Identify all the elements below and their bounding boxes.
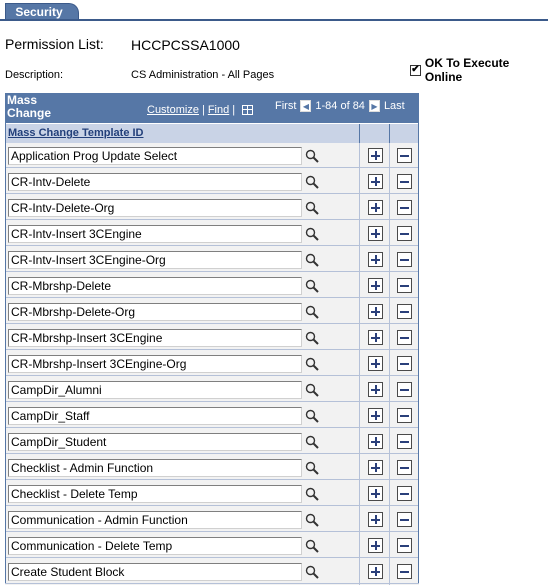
magnifier-icon[interactable]: [305, 149, 319, 163]
add-row-button[interactable]: [368, 304, 383, 319]
template-id-input[interactable]: Communication - Delete Temp: [8, 537, 302, 555]
row-divider: [359, 195, 360, 221]
row-divider: [359, 533, 360, 559]
magnifier-icon[interactable]: [305, 253, 319, 267]
template-id-input[interactable]: Communication - Admin Function: [8, 511, 302, 529]
delete-row-button[interactable]: [397, 304, 412, 319]
tab-security-label: Security: [15, 5, 63, 19]
table-row: [5, 507, 419, 533]
row-divider: [359, 299, 360, 325]
minus-icon: [400, 519, 409, 521]
template-id-input[interactable]: CR-Intv-Delete-Org: [8, 199, 302, 217]
row-divider: [5, 219, 419, 220]
magnifier-icon[interactable]: [305, 383, 319, 397]
table-row: [5, 429, 419, 455]
magnifier-icon[interactable]: [305, 357, 319, 371]
next-arrow-icon[interactable]: ▶: [369, 100, 380, 112]
row-divider: [389, 299, 390, 325]
grid-title-line2: Change: [7, 106, 52, 120]
mass-change-grid: [5, 93, 419, 585]
permission-list-label: Permission List:: [5, 36, 104, 52]
pager-first-label: First: [275, 100, 297, 112]
table-row: [5, 377, 419, 403]
checkmark-icon: ✔: [411, 64, 420, 75]
template-id-input[interactable]: Checklist - Delete Temp: [8, 485, 302, 503]
delete-row-button[interactable]: [397, 486, 412, 501]
row-divider: [5, 349, 419, 350]
plus-icon: [375, 177, 377, 186]
grid-tools: [147, 104, 253, 116]
row-divider: [359, 481, 360, 507]
add-row-button[interactable]: [368, 148, 383, 163]
row-divider: [389, 143, 390, 169]
row-divider: [5, 193, 419, 194]
row-divider: [5, 297, 419, 298]
row-divider: [359, 507, 360, 533]
row-divider: [389, 559, 390, 585]
magnifier-icon[interactable]: [305, 279, 319, 293]
magnifier-icon[interactable]: [305, 539, 319, 553]
magnifier-icon[interactable]: [305, 487, 319, 501]
row-divider: [389, 403, 390, 429]
table-row: [5, 247, 419, 273]
template-id-input[interactable]: CampDir_Staff: [8, 407, 302, 425]
magnifier-icon[interactable]: [305, 409, 319, 423]
table-row: [5, 299, 419, 325]
grid-rows: [5, 143, 419, 585]
template-id-input[interactable]: CR-Mbrshp-Delete: [8, 277, 302, 295]
add-row-button[interactable]: [368, 330, 383, 345]
pager-range: 1-84 of 84: [315, 100, 365, 112]
delete-row-button[interactable]: [397, 174, 412, 189]
row-divider: [359, 221, 360, 247]
add-row-button[interactable]: [368, 200, 383, 215]
plus-icon: [375, 463, 377, 472]
pager-last-label: Last: [383, 100, 405, 112]
row-divider: [5, 479, 419, 480]
minus-icon: [400, 311, 409, 313]
delete-row-button[interactable]: [397, 564, 412, 579]
delete-row-button[interactable]: [397, 226, 412, 241]
plus-icon: [375, 567, 377, 576]
row-divider: [389, 481, 390, 507]
row-divider: [5, 375, 419, 376]
grid-pager: [275, 100, 405, 112]
tools-separator: |: [201, 104, 205, 116]
column-divider: [359, 124, 360, 143]
plus-icon: [375, 151, 377, 160]
minus-icon: [400, 493, 409, 495]
ok-to-execute-online: [410, 56, 548, 84]
add-row-button[interactable]: [368, 434, 383, 449]
template-id-input[interactable]: Application Prog Update Select: [8, 147, 302, 165]
row-divider: [359, 247, 360, 273]
plus-icon: [375, 489, 377, 498]
add-row-button[interactable]: [368, 174, 383, 189]
delete-row-button[interactable]: [397, 356, 412, 371]
row-divider: [5, 271, 419, 272]
row-divider: [359, 377, 360, 403]
table-row: [5, 351, 419, 377]
template-id-input[interactable]: CR-Intv-Delete: [8, 173, 302, 191]
description-label: Description:: [5, 69, 64, 81]
row-divider: [5, 557, 419, 558]
row-divider: [5, 531, 419, 532]
plus-icon: [375, 515, 377, 524]
magnifier-icon[interactable]: [305, 201, 319, 215]
row-divider: [359, 143, 360, 169]
grid-title-line1: Mass: [7, 93, 38, 107]
row-divider: [389, 273, 390, 299]
row-divider: [389, 455, 390, 481]
add-row-button[interactable]: [368, 278, 383, 293]
row-divider: [389, 429, 390, 455]
plus-icon: [375, 411, 377, 420]
minus-icon: [400, 467, 409, 469]
table-row: [5, 533, 419, 559]
magnifier-icon[interactable]: [305, 565, 319, 579]
row-divider: [359, 455, 360, 481]
table-row: [5, 221, 419, 247]
column-header-template-id[interactable]: Mass Change Template ID: [8, 127, 144, 139]
magnifier-icon[interactable]: [305, 305, 319, 319]
column-divider: [389, 124, 390, 143]
magnifier-icon[interactable]: [305, 227, 319, 241]
plus-icon: [375, 385, 377, 394]
template-id-input[interactable]: Create Student Block: [8, 563, 302, 581]
row-divider: [359, 351, 360, 377]
row-divider: [389, 377, 390, 403]
ok-to-execute-label: OK To Execute Online: [424, 56, 510, 84]
grid-header: [5, 93, 419, 123]
table-row: [5, 455, 419, 481]
magnifier-icon[interactable]: [305, 331, 319, 345]
magnifier-icon[interactable]: [305, 435, 319, 449]
table-row: [5, 143, 419, 169]
row-divider: [389, 507, 390, 533]
magnifier-icon[interactable]: [305, 461, 319, 475]
tab-divider-shadow: [0, 20, 548, 21]
row-divider: [5, 505, 419, 506]
add-row-button[interactable]: [368, 252, 383, 267]
template-id-input[interactable]: CampDir_Alumni: [8, 381, 302, 399]
tools-separator-2: |: [232, 104, 236, 116]
customize-link[interactable]: Customize: [147, 104, 199, 116]
minus-icon: [400, 571, 409, 573]
row-divider: [5, 583, 419, 584]
add-row-button[interactable]: [368, 408, 383, 423]
table-row: [5, 195, 419, 221]
delete-row-button[interactable]: [397, 512, 412, 527]
table-row: [5, 559, 419, 585]
row-divider: [389, 247, 390, 273]
plus-icon: [375, 229, 377, 238]
row-divider: [389, 533, 390, 559]
delete-row-button[interactable]: [397, 330, 412, 345]
grid-title: [7, 94, 67, 120]
grid-icon[interactable]: [242, 105, 253, 115]
delete-row-button[interactable]: [397, 148, 412, 163]
table-row: [5, 169, 419, 195]
delete-row-button[interactable]: [397, 278, 412, 293]
minus-icon: [400, 415, 409, 417]
row-divider: [5, 245, 419, 246]
row-divider: [5, 167, 419, 168]
plus-icon: [375, 203, 377, 212]
template-id-input[interactable]: CR-Mbrshp-Insert 3CEngine-Org: [8, 355, 302, 373]
row-divider: [389, 169, 390, 195]
minus-icon: [400, 441, 409, 443]
template-id-input[interactable]: CR-Intv-Insert 3CEngine-Org: [8, 251, 302, 269]
magnifier-icon[interactable]: [305, 513, 319, 527]
plus-icon: [375, 359, 377, 368]
template-id-input[interactable]: Checklist - Admin Function: [8, 459, 302, 477]
add-row-button[interactable]: [368, 538, 383, 553]
minus-icon: [400, 181, 409, 183]
minus-icon: [400, 155, 409, 157]
delete-row-button[interactable]: [397, 200, 412, 215]
column-header-row: [5, 123, 419, 143]
plus-icon: [375, 333, 377, 342]
delete-row-button[interactable]: [397, 382, 412, 397]
plus-icon: [375, 307, 377, 316]
template-id-input[interactable]: CR-Mbrshp-Delete-Org: [8, 303, 302, 321]
ok-to-execute-checkbox[interactable]: [410, 65, 421, 76]
table-row: [5, 481, 419, 507]
magnifier-icon[interactable]: [305, 175, 319, 189]
delete-row-button[interactable]: [397, 434, 412, 449]
minus-icon: [400, 389, 409, 391]
row-divider: [359, 325, 360, 351]
row-divider: [389, 221, 390, 247]
add-row-button[interactable]: [368, 356, 383, 371]
delete-row-button[interactable]: [397, 252, 412, 267]
plus-icon: [375, 437, 377, 446]
row-divider: [389, 351, 390, 377]
plus-icon: [375, 255, 377, 264]
row-divider: [359, 429, 360, 455]
minus-icon: [400, 545, 409, 547]
tab-strip: [0, 0, 548, 21]
row-divider: [359, 403, 360, 429]
find-link[interactable]: Find: [207, 104, 230, 116]
description-value: CS Administration - All Pages: [131, 69, 275, 81]
delete-row-button[interactable]: [397, 408, 412, 423]
minus-icon: [400, 285, 409, 287]
template-id-input[interactable]: CampDir_Student: [8, 433, 302, 451]
add-row-button[interactable]: [368, 226, 383, 241]
add-row-button[interactable]: [368, 382, 383, 397]
previous-arrow-icon[interactable]: ◀: [300, 100, 311, 112]
row-divider: [5, 323, 419, 324]
add-row-button[interactable]: [368, 460, 383, 475]
minus-icon: [400, 337, 409, 339]
template-id-input[interactable]: CR-Intv-Insert 3CEngine: [8, 225, 302, 243]
row-divider: [389, 325, 390, 351]
table-row: [5, 273, 419, 299]
table-row: [5, 403, 419, 429]
row-divider: [359, 273, 360, 299]
row-divider: [5, 453, 419, 454]
delete-row-button[interactable]: [397, 460, 412, 475]
minus-icon: [400, 207, 409, 209]
row-divider: [389, 195, 390, 221]
minus-icon: [400, 363, 409, 365]
template-id-input[interactable]: CR-Mbrshp-Insert 3CEngine: [8, 329, 302, 347]
minus-icon: [400, 259, 409, 261]
row-divider: [359, 169, 360, 195]
table-row: [5, 325, 419, 351]
add-row-button[interactable]: [368, 512, 383, 527]
add-row-button[interactable]: [368, 486, 383, 501]
tab-security[interactable]: [5, 3, 79, 20]
delete-row-button[interactable]: [397, 538, 412, 553]
permission-list-value: HCCPCSSA1000: [131, 37, 240, 53]
plus-icon: [375, 281, 377, 290]
add-row-button[interactable]: [368, 564, 383, 579]
minus-icon: [400, 233, 409, 235]
row-divider: [5, 427, 419, 428]
row-divider: [359, 559, 360, 585]
row-divider: [5, 401, 419, 402]
plus-icon: [375, 541, 377, 550]
